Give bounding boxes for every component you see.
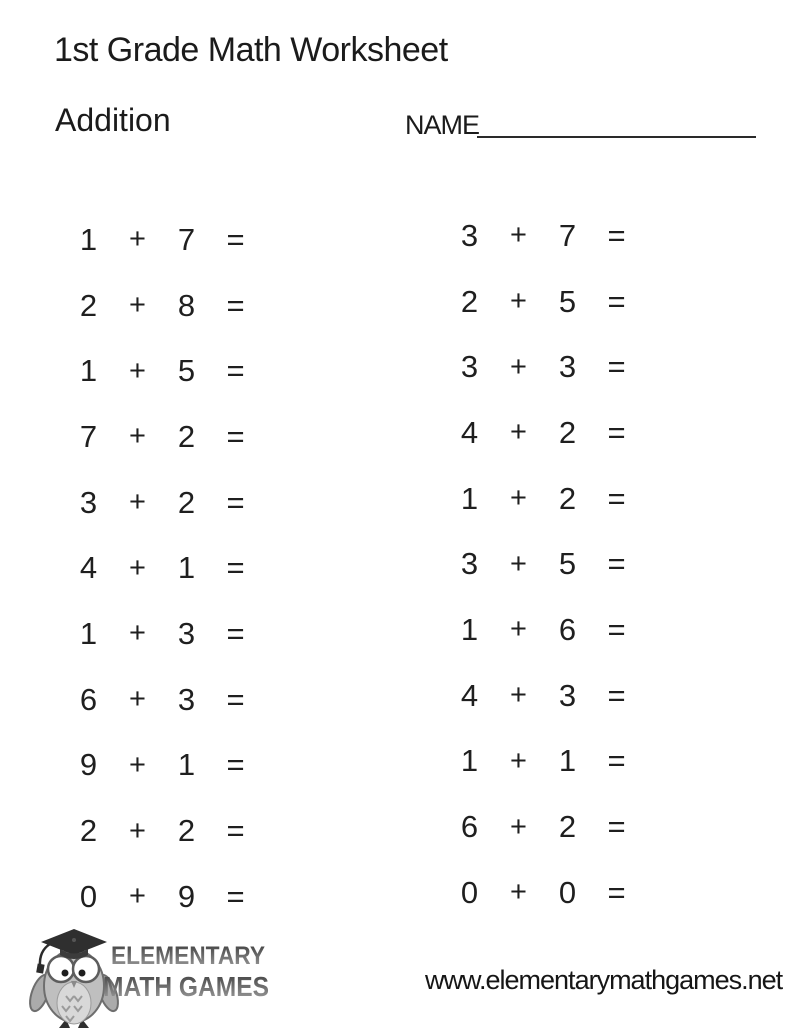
plus-operator: +: [129, 617, 146, 650]
problem-row: [445, 203, 641, 269]
equals-sign: =: [226, 287, 245, 323]
addend-2: 5: [558, 546, 577, 582]
plus-operator: +: [510, 547, 527, 580]
owl-right-pupil: [79, 970, 86, 977]
equals-sign: =: [607, 217, 626, 253]
plus-operator: +: [129, 354, 146, 387]
plus-operator: +: [510, 482, 527, 515]
addend-2: 2: [177, 813, 196, 849]
owl-belly: [57, 982, 91, 1024]
problem-row: [64, 864, 260, 930]
owl-right-eye: [73, 956, 99, 982]
addend-2: 1: [558, 743, 577, 779]
plus-operator: +: [129, 814, 146, 847]
problem-row: [64, 733, 260, 799]
addend-1: 2: [460, 283, 479, 319]
addend-2: 2: [558, 480, 577, 516]
addend-1: 4: [460, 677, 479, 713]
addend-1: 1: [460, 611, 479, 647]
addend-2: 8: [177, 287, 196, 323]
logo-text-line1: ELEMENTARY: [111, 942, 266, 970]
addend-1: 4: [79, 550, 98, 586]
addend-2: 3: [177, 615, 196, 651]
addend-1: 7: [79, 418, 98, 454]
plus-operator: +: [129, 551, 146, 584]
problem-row: [445, 466, 641, 532]
equals-sign: =: [607, 874, 626, 910]
cap-button: [72, 938, 76, 942]
problem-row: [64, 667, 260, 733]
equals-sign: =: [607, 743, 626, 779]
name-label: NAME: [405, 110, 480, 140]
plus-operator: +: [129, 486, 146, 519]
problems-column-right: [445, 203, 641, 926]
addend-1: 3: [460, 349, 479, 385]
owl-left-eye: [48, 956, 74, 982]
problem-row: [64, 404, 260, 470]
equals-sign: =: [226, 221, 245, 257]
equals-sign: =: [226, 353, 245, 389]
addend-1: 1: [79, 615, 98, 651]
worksheet-title: 1st Grade Math Worksheet: [54, 31, 448, 69]
addend-2: 3: [558, 677, 577, 713]
equals-sign: =: [607, 546, 626, 582]
equals-sign: =: [607, 349, 626, 385]
addend-2: 1: [177, 550, 196, 586]
addend-1: 6: [79, 681, 98, 717]
plus-operator: +: [510, 350, 527, 383]
plus-operator: +: [510, 219, 527, 252]
addend-1: 1: [79, 221, 98, 257]
equals-sign: =: [607, 809, 626, 845]
addend-1: 2: [79, 287, 98, 323]
addend-1: 0: [460, 874, 479, 910]
addend-2: 9: [177, 878, 196, 914]
problem-row: [445, 269, 641, 335]
addend-1: 2: [79, 813, 98, 849]
plus-operator: +: [510, 810, 527, 843]
problem-row: [445, 663, 641, 729]
addend-1: 1: [460, 480, 479, 516]
addend-1: 3: [460, 217, 479, 253]
plus-operator: +: [510, 876, 527, 909]
addend-2: 0: [558, 874, 577, 910]
addend-1: 4: [460, 414, 479, 450]
equals-sign: =: [226, 813, 245, 849]
problem-row: [64, 798, 260, 864]
addend-2: 2: [558, 809, 577, 845]
problem-row: [64, 273, 260, 339]
equals-sign: =: [226, 878, 245, 914]
plus-operator: +: [510, 613, 527, 646]
addend-2: 3: [177, 681, 196, 717]
problem-row: [445, 729, 641, 795]
equals-sign: =: [607, 283, 626, 319]
name-blank-line: [477, 136, 756, 138]
equals-sign: =: [607, 611, 626, 647]
plus-operator: +: [129, 880, 146, 913]
addend-2: 7: [558, 217, 577, 253]
problem-row: [445, 597, 641, 663]
tassel-end: [36, 964, 44, 974]
equals-sign: =: [226, 615, 245, 651]
addend-2: 2: [177, 484, 196, 520]
addend-2: 2: [177, 418, 196, 454]
addend-2: 1: [177, 747, 196, 783]
equals-sign: =: [607, 414, 626, 450]
plus-operator: +: [129, 748, 146, 781]
addend-1: 1: [460, 743, 479, 779]
section-title-addition: Addition: [55, 102, 171, 138]
problem-row: [64, 338, 260, 404]
plus-operator: +: [129, 420, 146, 453]
problem-row: [64, 207, 260, 273]
problem-row: [64, 601, 260, 667]
plus-operator: +: [510, 679, 527, 712]
problem-row: [64, 470, 260, 536]
problems-column-left: [64, 207, 260, 930]
addend-1: 0: [79, 878, 98, 914]
problem-row: [445, 794, 641, 860]
addend-2: 7: [177, 221, 196, 257]
problem-row: [445, 531, 641, 597]
addend-2: 5: [558, 283, 577, 319]
addend-2: 6: [558, 611, 577, 647]
owl-left-pupil: [62, 970, 69, 977]
plus-operator: +: [129, 289, 146, 322]
equals-sign: =: [607, 677, 626, 713]
equals-sign: =: [226, 550, 245, 586]
addend-1: 9: [79, 747, 98, 783]
addend-1: 6: [460, 809, 479, 845]
equals-sign: =: [226, 747, 245, 783]
plus-operator: +: [510, 285, 527, 318]
problem-row: [445, 400, 641, 466]
equals-sign: =: [607, 480, 626, 516]
equals-sign: =: [226, 681, 245, 717]
problem-row: [445, 860, 641, 926]
addend-1: 1: [79, 353, 98, 389]
plus-operator: +: [129, 683, 146, 716]
plus-operator: +: [510, 416, 527, 449]
equals-sign: =: [226, 418, 245, 454]
logo-wordmark: [103, 937, 283, 1001]
addend-2: 5: [177, 353, 196, 389]
addend-2: 2: [558, 414, 577, 450]
addend-2: 3: [558, 349, 577, 385]
addend-1: 3: [460, 546, 479, 582]
logo-text-line2: MATH GAMES: [103, 971, 269, 1001]
problem-row: [445, 334, 641, 400]
plus-operator: +: [510, 744, 527, 777]
website-url: www.elementarymathgames.net: [425, 965, 783, 995]
problem-row: [64, 535, 260, 601]
plus-operator: +: [129, 223, 146, 256]
addend-1: 3: [79, 484, 98, 520]
equals-sign: =: [226, 484, 245, 520]
